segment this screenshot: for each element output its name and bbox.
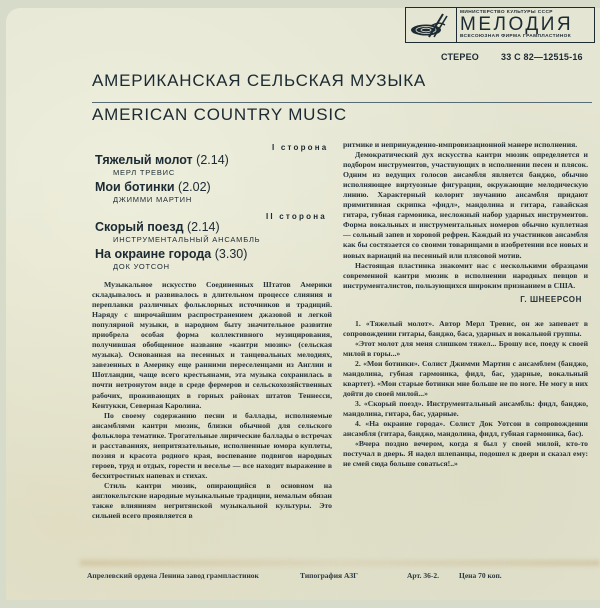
catalog-line <box>441 52 583 62</box>
logo-company: ВСЕСОЮЗНАЯ ФИРМА ГРАМПЛАСТИНОК <box>460 34 572 39</box>
melodiya-logo <box>405 7 595 43</box>
track-item <box>95 247 247 271</box>
liner-notes-right-column <box>343 140 588 469</box>
price: Цена 70 коп. <box>459 571 502 580</box>
liner-paragraph: По своему содержанию песни и баллады, исполняемые ансамблями кантри мюзик, близки обычной для сельского фольклора тематике. Трогательные лирические баллады о встречах и расставаниях, непритязательные, исполненные юмора куплеты, поэзия и красота родного края, воспевание подвигов народных героев, труд и отдых, горести и веселье — все находит выражение в бесхитростных напевах и стихах. <box>92 410 332 480</box>
track-note: 4. «На окраине города». Солист Док Уотсон в сопровождении ансамбля (гитара, банджо, мандолина, фидл, губная гармоника, бас). <box>343 419 588 439</box>
track-item <box>95 153 229 177</box>
plant-name: Апрелевский ордена Ленина завод грампластинок <box>87 571 259 580</box>
author-signature: Г. ШНЕЕРСОН <box>520 294 582 304</box>
track-artist: ДОК УОТСОН <box>113 262 170 271</box>
track-duration: (2.14) <box>196 153 229 167</box>
side-2-label: II сторона <box>266 212 327 221</box>
track-duration: (2.14) <box>187 220 220 234</box>
track-item <box>95 220 260 244</box>
track-item <box>95 180 211 204</box>
track-note-quote: «Этот молот для меня слишком тяжел... Брошу все, поеду к своей милой в горы...» <box>343 338 588 358</box>
melodiya-record-emblem-icon <box>406 8 457 42</box>
liner-paragraph: Настоящая пластинка знакомит нас с несколькими образцами современной кантри мюзик в исполнении народных певцов и инструменталистов, пользующихся широким признанием в США. <box>343 260 588 290</box>
catalog-number: 33 С 82—12515-16 <box>500 52 583 62</box>
title-divider <box>92 102 592 103</box>
liner-paragraph: Демократический дух искусства кантри мюзик определяется и подбором инструментов, участвующих в исполнении песен и плясок. Одним из ведущих голосов ансамбля является банджо, обычно исполняющее виртуозные фигурации, окружающие мелодическую линию. Характерный колорит звучанию ансамбля придают примитивная скрипка «фидл», мандолина и гитара, гавайская гитара, губная гармоника, несложный набор ударных инструментов. Форма вокальных и инструментальных номеров обычно куплетная — сольный запев и хоровой рефрен. Каждый из участников ансамбля как бы состязается со своими товарищами в изобретении все новых и новых вариаций на песенный или плясовой мотив. <box>343 150 588 260</box>
track-duration: (2.02) <box>178 180 211 194</box>
logo-text-block <box>457 8 594 42</box>
printer-name: Типография АЗГ <box>300 571 358 580</box>
track-note: 1. «Тяжелый молот». Автор Мерл Тревис, он же запевает в сопровождении гитары, банджо, баса, ударных и вокальной группы. <box>343 318 588 338</box>
liner-paragraph: Музыкальное искусство Соединенных Штатов Америки складывалось и развивалось в длительном процессе слияния и переплавки различных фольклорных источников и традиций. Наряду с широчайшим распространением джазовой и легкой популярной музыки, в народном быту значительное развитие приобрела особая форма коллективного музицирования, получившая обобщенное название «кантри мюзик» (сельская музыка). Основанная на песенных и танцевальных мелодиях, завезенных в Америку еще ранними переселенцами из Англии и Шотландии, чаще всего крестьянами, эта музыка сохранилась в почти нетронутом виде в среде фермеров и сельскохозяйственных рабочих, проживающих в горных районах штатов Теннесси, Кентукки, Северная Каролина. <box>92 280 332 410</box>
track-artist: ДЖИММИ МАРТИН <box>113 195 193 204</box>
track-note: 2. «Мои ботинки». Солист Джимми Мартин с ансамблем (банджо, мандолина, губная гармоника, фидл, бас, ударные, вокальный квартет). «Мои старые ботинки мне больше не по ноге. Не могу в них дойти до своей милой...» <box>343 358 588 399</box>
stereo-label: СТЕРЕО <box>441 52 479 62</box>
track-artist: МЕРЛ ТРЕВИС <box>113 168 176 177</box>
track-title: На окраине города (3.30) <box>95 247 248 261</box>
track-duration: (3.30) <box>214 247 248 261</box>
liner-paragraph: Стиль кантри мюзик, опирающийся в основном на англокельтские народные музыкальные традиции, немалым обязан также влияниям негритянской музыкальной культуры. Это сильней всего проявляется в <box>92 480 332 521</box>
track-title: Скорый поезд (2.14) <box>95 220 220 234</box>
side-1-label: I сторона <box>272 143 329 152</box>
album-title-en: AMERICAN COUNTRY MUSIC <box>92 105 347 124</box>
track-note-quote: «Вчера поздно вечером, когда я был у своей милой, кто-то постучал в дверь. Я надел шлепанцы, подошел к двери и сказал ему: не смей сюда больше соваться!..» <box>343 439 588 469</box>
sleeve-stain <box>80 560 600 566</box>
track-artist: ИНСТРУМЕНТАЛЬНЫЙ АНСАМБЛЬ <box>113 235 261 244</box>
track-note: 3. «Скорый поезд». Инструментальный ансамбль: фидл, банджо, мандолина, гитара, бас, ударные. <box>343 399 588 419</box>
album-title-ru: АМЕРИКАНСКАЯ СЕЛЬСКАЯ МУЗЫКА <box>92 71 427 90</box>
logo-ministry: МИНИСТЕРСТВО КУЛЬТУРЫ СССР <box>460 10 553 15</box>
liner-paragraph: ритмике и непринужденно-импровизационной манере исполнения. <box>343 140 578 149</box>
logo-brand: МЕЛОДИЯ <box>460 14 574 35</box>
article-number: Арт. 36-2. <box>407 571 439 580</box>
track-title: Тяжелый молот (2.14) <box>95 153 229 167</box>
track-title: Мои ботинки (2.02) <box>95 180 211 194</box>
liner-notes-left-column <box>92 280 332 521</box>
